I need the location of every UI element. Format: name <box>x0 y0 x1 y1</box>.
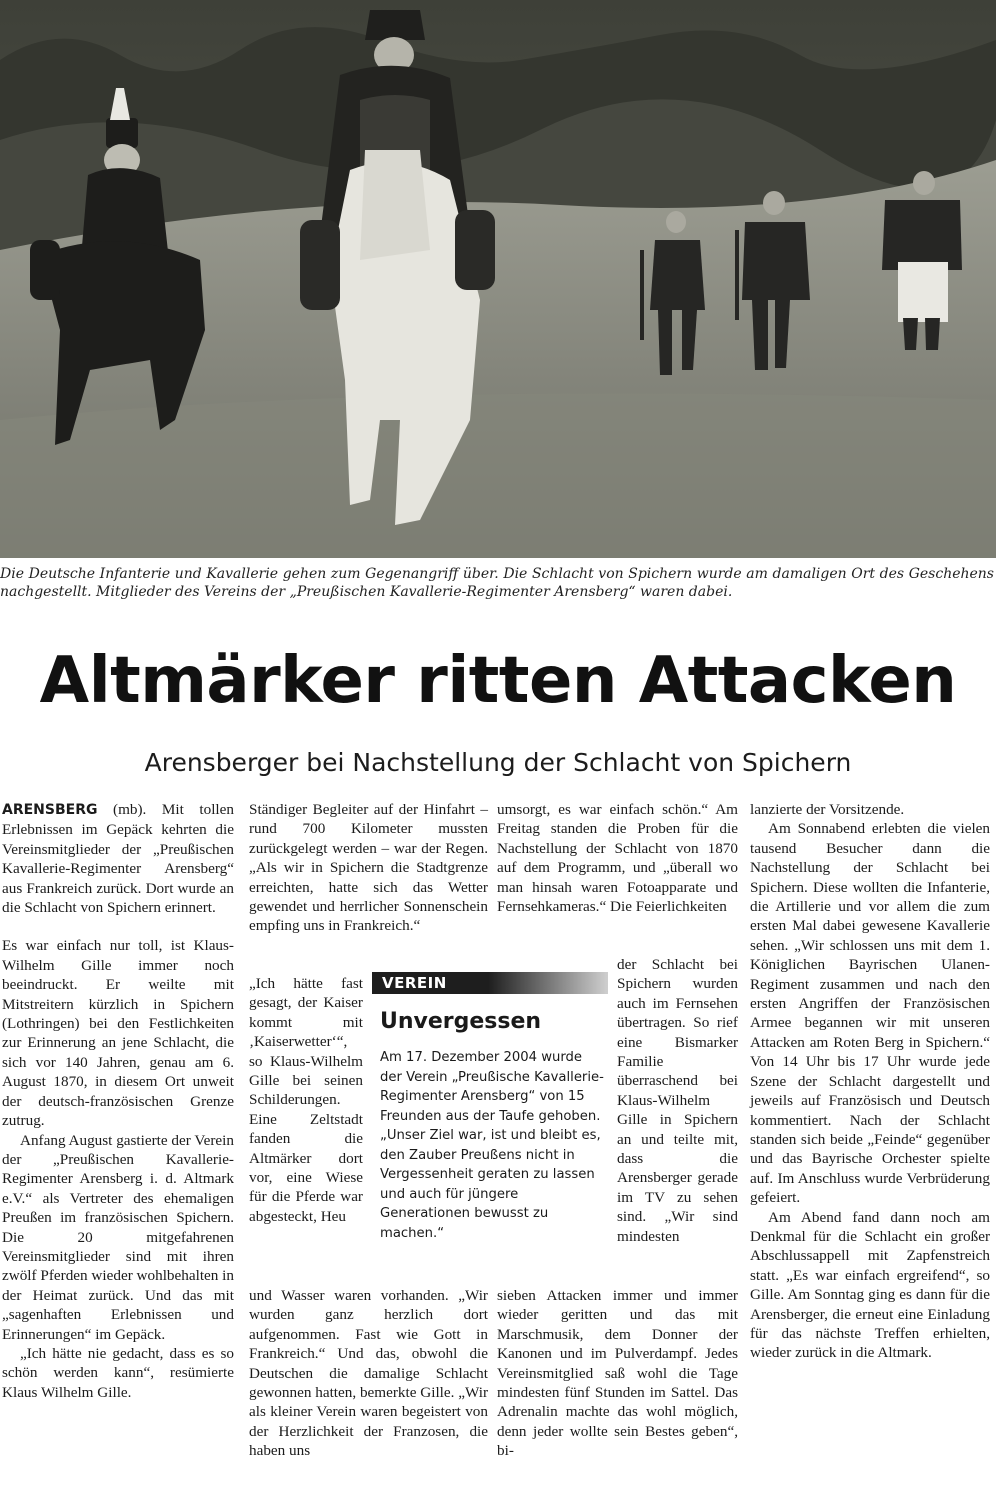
headline: Altmärker ritten Attacken <box>39 644 957 718</box>
lead-paragraph: ARENSBERG (mb). Mit tollen Erlebnissen im Gepäck kehrten die Vereinsmitglieder der „Preußischen Kavallerie-Regimenter Arensberg“ aus Frankreich zurück. Dort wurde an die Schlacht von Spichern erinnert. <box>2 801 234 917</box>
paragraph: Am Sonnabend erlebten die vielen tausend Besucher dann die Nachstellung der Schlacht bei Spichern. Diese wollten die Infanterie, die Artillerie und vor allem die zum ersten Mal dabei gewesene Kavallerie sehen. „Wir schlossen uns mit dem 1. Königlichen Bayrischen Ulanen-Regiment zusammen und nach den ersten Angriffen der Französischen Armee begannen wir mit unseren Attacken am Roten Berg in Spichern.“ Von 14 Uhr bis 17 Uhr wurde jede Szene der Schlacht dargestellt und jeweils auf Französisch und Deutsch kommentiert. Nach der Schlacht standen sich beide „Feinde“ gegenüber und das Bayrische Orchester spielte auf. Im Anschluss wurde Verbrüderung gefeiert. <box>750 820 990 1207</box>
subheadline: Arensberger bei Nachstellung der Schlacht von Spichern <box>144 748 852 777</box>
paragraph: sieben Attacken immer und immer wieder geritten und das mit Marschmusik, dem Donner der Kanonen und im Pulverdampf. Jedes Vereinsmitglied saß wohl die Tage mindesten fünf Stunden im Sattel. Das Adrenalin machte das wohl möglich, denn jeder wollte sein Bestes geben“, bi- <box>497 1287 738 1460</box>
article-column-3-top <box>497 800 738 916</box>
article-photo <box>0 0 996 558</box>
paragraph: Es war einfach nur toll, ist Klaus-Wilhelm Gille immer noch beeindruckt. Er weilte mit Mitstreitern kürzlich in Spichern (Lothringen) bei den Festlichkeiten zur Erinnerung an jene Schlacht, die sich vor 140 Jahren, genau am 6. August 1870, in diesem Ort unweit der deutsch-französischen Grenze zutrug. <box>2 937 234 1130</box>
article-column-3-bottom <box>497 1286 738 1461</box>
dateline: ARENSBERG <box>2 802 98 818</box>
infobox-tag-fade <box>488 972 608 994</box>
paragraph: der Schlacht bei Spichern wurden auch im Fernsehen übertragen. So rief eine Bismarker Familie überraschend bei Klaus-Wilhelm Gille in Spichern an und teilte mit, dass die Arensberger gerade im TV zu sehen sind. „Wir sind mindesten <box>617 956 738 1245</box>
infobox-paragraph: Am 17. Dezember 2004 wurde der Verein „Preußische Kavallerie-Regimenter Arensberg“ von 15 Freunden aus der Taufe gehoben. „Unser Ziel war, ist und bleibt es, den Zauber Preußens nicht in Vergessenheit geraten zu lassen und auch für jüngere Generationen bewusst zu machen.“ <box>380 1050 604 1241</box>
paragraph: lanzierte der Vorsitzende. <box>750 801 905 818</box>
paragraph: Ständiger Begleiter auf der Hinfahrt – rund 700 Kilometer mussten zurückgelegt werden – war der Regen. „Als wir in Spichern die Stadtgrenze erreichten, hatte sich das Wetter gewendet und herrlicher Sonnenschein empfing uns in Frankreich.“ <box>249 801 488 935</box>
article-column-2-narrow <box>249 974 363 1226</box>
article-column-3-narrow <box>617 955 738 1246</box>
paragraph: Anfang August gastierte der Verein der „Preußischen Kavallerie-Regimenter Arensberg i. d. Altmark e.V.“ als Vertreter des ehemaligen Preußen im französischen Spichern. Die 20 mitgefahrenen Vereinsmitglieder sind mit ihren zwölf Pferden wieder wohlbehalten in der Heimat zurück. Und das mit „sagenhaften Erlebnissen und Erinnerungen“ im Gepäck. <box>2 1131 234 1343</box>
infobox-tag: VEREIN <box>372 972 608 994</box>
paragraph: und Wasser waren vorhanden. „Wir wurden ganz herzlich dort aufgenommen. Fast wie Gott in Frankreich.“ Und das, obwohl die Deutschen die damalige Schlacht gewonnen hatten, bemerkte Gille. „Wir als kleiner Verein waren begeistert von der Herzlichkeit der Franzosen, die haben uns <box>249 1287 488 1460</box>
paragraph: Am Abend fand dann noch am Denkmal für die Schlacht ein großer Abschlussappell mit Zapfenstreich statt. „Es war einfach ergreifend“, so Gille. Am Sonntag ging es dann für die Arensberger, die erneut eine Einladung für das nächste Treffen erhielten, wieder zurück in die Altmark. <box>750 1208 990 1362</box>
infobox <box>372 968 608 1258</box>
article-column-1 <box>2 800 234 1402</box>
paragraph: „Ich hätte fast gesagt, der Kaiser kommt mit ‚Kaiserwetter‘“, so Klaus-Wilhelm Gille bei seinen Schilderungen. Eine Zeltstadt fanden die Altmärker dort vor, eine Wiese für die Pferde war abgesteckt, Heu <box>249 975 363 1225</box>
paragraph: „Ich hätte nie gedacht, dass es so schön werden kann“, resümierte Klaus Wilhelm Gille. <box>2 1344 234 1401</box>
article-column-4 <box>750 800 990 1363</box>
photo-illustration <box>0 0 996 558</box>
infobox-title: Unvergessen <box>380 1009 542 1034</box>
paragraph: umsorgt, es war einfach schön.“ Am Freitag standen die Proben für die Nachstellung der Schlacht von 1870 auf dem Programm, und „überall wo man hinsah waren Fotoapparate und Fernsehkameras.“ Die Feierlichkeiten <box>497 801 738 916</box>
infobox-text <box>380 1048 606 1243</box>
article-column-2-top <box>249 800 488 936</box>
photo-caption: Die Deutsche Infanterie und Kavallerie gehen zum Gegenangriff über. Die Schlacht von Spichern wurde am damaligen Ort des Geschehens nachgestellt. Mitglieder des Vereins der „Preußischen Kavallerie-Regimenter Arensberg“ waren dabei. <box>0 566 994 600</box>
article-column-2-bottom <box>249 1286 488 1461</box>
